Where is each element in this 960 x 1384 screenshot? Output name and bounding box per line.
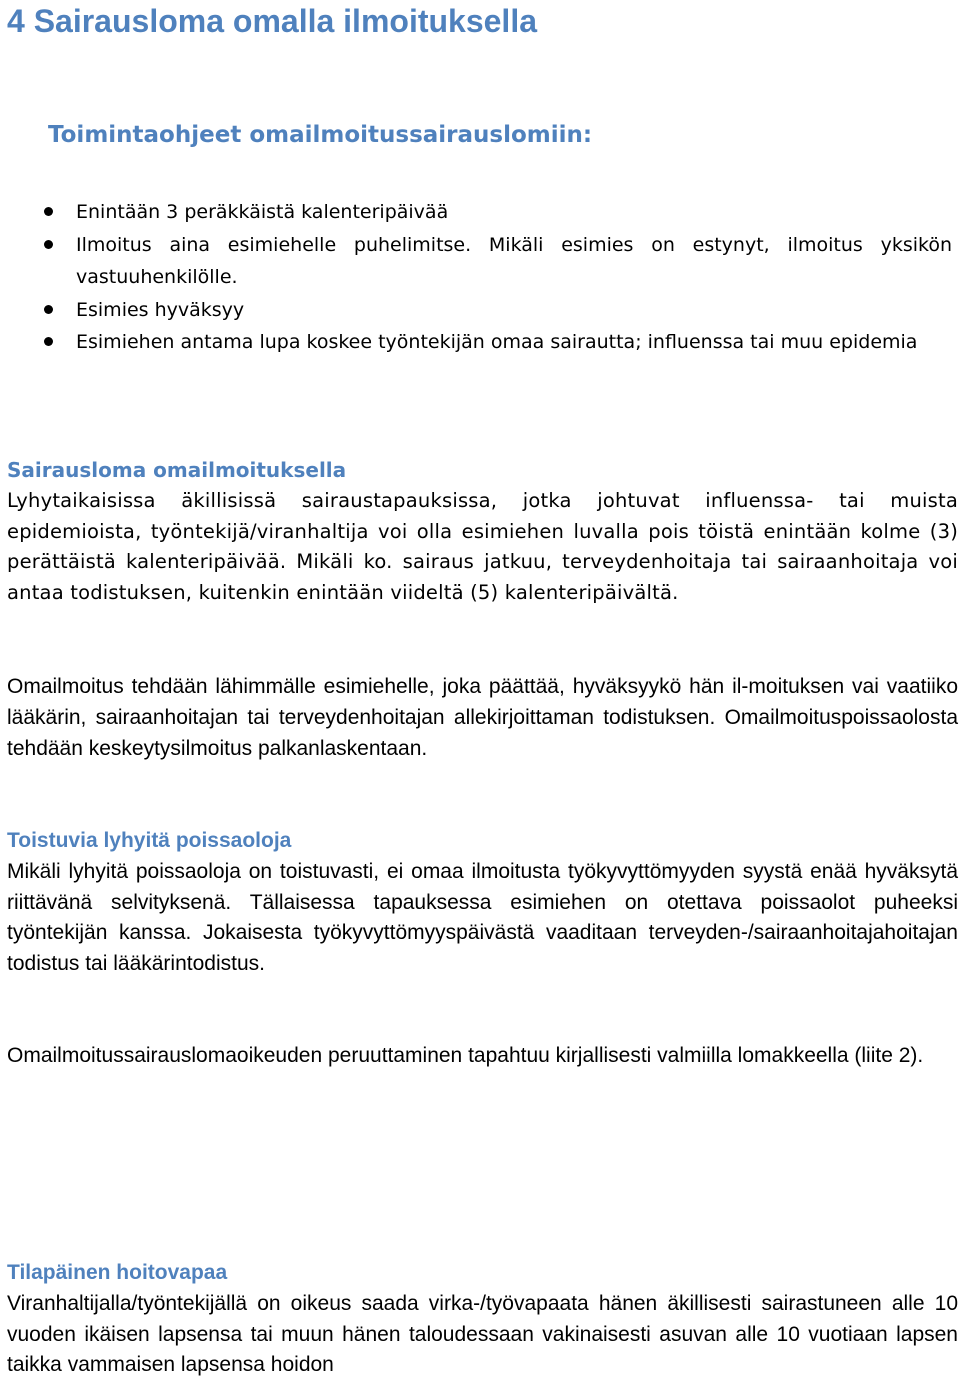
section-heading: Tilapäinen hoitovapaa [7, 1261, 228, 1284]
paragraph: Viranhaltijalla/työntekijällä on oikeus saada virka-/työvapaata hänen äkillisesti sairastuneen alle 10 vuoden ikäisen lapsensa tai muun hänen taloudessaan vakinaisesti asuvan alle 10 vuotiaan lapsen taikka vammaisen lapsensa hoidon [7, 1291, 958, 1377]
paragraph: Mikäli lyhyitä poissaoloja on toistuvasti, ei omaa ilmoitusta työkyvyttömyyden syystä enää hyväksytä riittävänä selvityksenä. Tällaisessa tapauksessa esimiehen on otettava poissaolot puheeksi työntekijän kanssa. Jokaisesta työkyvyttömyyspäivästä vaaditaan terveyden-/sairaanhoitajahoitajan todistus tai lääkärintodistus. [7, 859, 958, 976]
section-sick-leave-self-report [7, 455, 958, 609]
instructions-heading: Toimintaohjeet omailmoitussairauslomiin: [48, 122, 593, 148]
section-revocation [7, 1041, 958, 1072]
page-title: 4 Sairausloma omalla ilmoituksella [7, 3, 537, 39]
list-item: Enintään 3 peräkkäistä kalenteripäivää [76, 196, 952, 229]
section-heading: Sairausloma omailmoituksella [7, 458, 347, 482]
list-item: Esimiehen antama lupa koskee työntekijän omaa sairautta; influenssa tai muu epidemia [76, 326, 952, 359]
section-self-report-procedure [7, 672, 958, 764]
list-item: Esimies hyväksyy [76, 294, 952, 327]
section-heading: Toistuvia lyhyitä poissaoloja [7, 829, 292, 852]
section-repeated-absences [7, 826, 958, 980]
paragraph: Omailmoitussairauslomaoikeuden peruuttaminen tapahtuu kirjallisesti valmiilla lomakkeella (liite 2). [7, 1044, 924, 1067]
paragraph: Omailmoitus tehdään lähimmälle esimiehelle, joka päättää, hyväksyykö hän il-moituksen vai vaatiiko lääkärin, sairaanhoitajan tai terveydenhoitajan allekirjoittaman todistuksen. Omailmoituspoissaolosta tehdään keskeytysilmoitus palkanlaskentaan. [7, 675, 958, 760]
list-item: Ilmoitus aina esimiehelle puhelimitse. Mikäli esimies on estynyt, ilmoitus yksikön vastuuhenkilölle. [76, 229, 952, 294]
paragraph: Lyhytaikaisissa äkillisissä sairaustapauksissa, jotka johtuvat influenssa- tai muista epidemioista, työntekijä/viranhaltija voi olla esimiehen luvalla pois töistä enintään kolme (3) perättäistä kalenteripäivää. Mikäli ko. sairaus jatkuu, terveydenhoitaja tai sairaanhoitaja voi antaa todistuksen, kuitenkin enintään viideltä (5) kalenteripäivältä. [7, 488, 958, 605]
section-temporary-care-leave [7, 1258, 958, 1381]
instructions-list [76, 196, 952, 359]
